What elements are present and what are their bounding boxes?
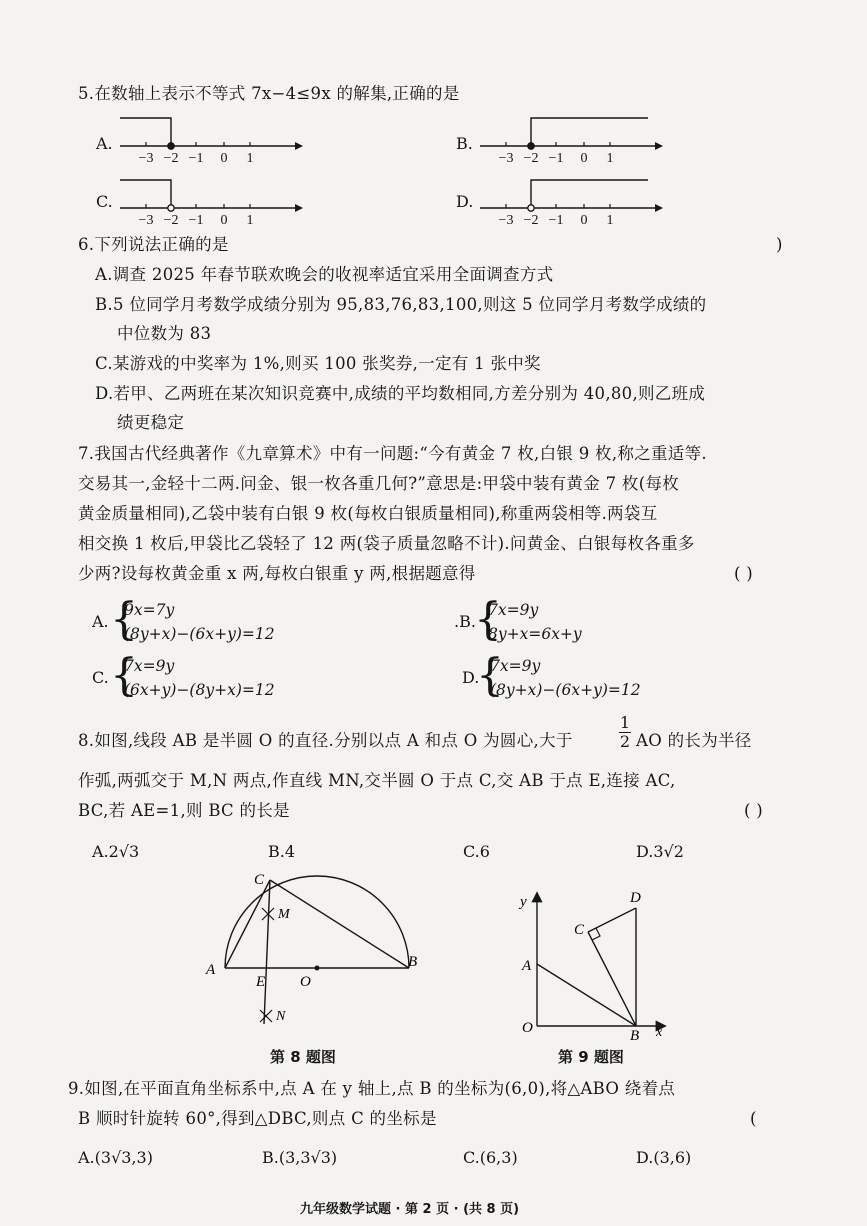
label-o: O (300, 974, 311, 990)
solution-bracket (531, 118, 648, 146)
tick-label: 1 (606, 213, 614, 228)
axis-arrow-icon (655, 204, 663, 212)
solution-bracket (120, 180, 171, 208)
tick-label: −1 (188, 151, 204, 166)
tick-label: 0 (580, 151, 588, 166)
q5-option-c-label: C. (96, 192, 113, 211)
tick-label: −2 (523, 151, 539, 166)
tick-label: 0 (220, 213, 228, 228)
segment-cd (588, 908, 636, 932)
label-y: y (520, 894, 527, 910)
page-footer: 九年级数学试题 · 第 2 页 · (共 8 页) (300, 1202, 520, 1217)
tick-label: −2 (163, 151, 179, 166)
arc-mark-n (260, 1010, 272, 1022)
q7-option-a-label: A. (92, 612, 109, 631)
q5-option-d-label: D. (456, 192, 474, 211)
q8-answer-paren: ( ) (744, 801, 764, 820)
solid-point (528, 143, 534, 149)
axis-arrow-icon (295, 204, 303, 212)
label-e: E (256, 974, 266, 990)
chord-ac (225, 880, 270, 968)
label-c: C (574, 922, 585, 938)
q8-line1-a: 8.如图,线段 AB 是半圆 O 的直径.分别以点 A 和点 O 为圆心,大于 (78, 731, 573, 750)
brace-icon: { (110, 650, 138, 701)
q8-option-c: C.6 (463, 842, 490, 861)
chord-bc (270, 880, 409, 968)
tick-label: 0 (220, 151, 228, 166)
tick-label: −1 (548, 151, 564, 166)
q8-line3: BC,若 AE=1,则 BC 的长是 (78, 801, 290, 820)
label-n: N (276, 1009, 286, 1024)
number-line-d (476, 172, 676, 232)
label-a: A (206, 962, 216, 978)
line-mn (264, 880, 270, 1024)
q8-fraction-denominator: 2 (619, 732, 631, 751)
center-point-o (315, 966, 320, 971)
q7-line3: 黄金质量相同),乙袋中装有白银 9 枚(每枚白银质量相同),称重两袋相等.两袋互 (78, 504, 658, 523)
tick-label: −2 (163, 213, 179, 228)
tick-label: −1 (188, 213, 204, 228)
q6-option-c: C.某游戏的中奖率为 1%,则买 100 张奖券,一定有 1 张中奖 (95, 354, 541, 373)
q7-answer-paren: ( ) (734, 564, 754, 583)
tick-label: −2 (523, 213, 539, 228)
q7-line4: 相交换 1 枚后,甲袋比乙袋轻了 12 两(袋子质量忽略不计).问黄金、白银每枚各重多 (78, 534, 695, 553)
tick-label: −3 (498, 213, 514, 228)
brace-icon: { (474, 594, 502, 645)
tick-label: 1 (606, 151, 614, 166)
number-line-b (476, 110, 676, 170)
q8-fraction-numerator: 1 (619, 713, 631, 732)
q8-figure-caption: 第 8 题图 (270, 1048, 336, 1066)
number-line-a (116, 110, 316, 170)
q7-option-d-eq1: 7x=9y (490, 657, 541, 675)
q9-option-a: A.(3√3,3) (78, 1148, 153, 1167)
q7-option-a-eq2: (8y+x)−(6x+y)=12 (124, 625, 275, 643)
q8-option-a: A.2√3 (92, 842, 140, 861)
label-x: x (656, 1025, 663, 1040)
solid-point (168, 143, 174, 149)
q7-option-c-label: C. (92, 668, 109, 687)
segment-bc (588, 932, 636, 1026)
q7-line1: 7.我国古代经典著作《九章算术》中有一问题:“今有黄金 7 枚,白银 9 枚,称之重适等. (78, 444, 707, 463)
q6-option-a: A.调查 2025 年春节联欢晚会的收视率适宜采用全面调查方式 (95, 265, 554, 284)
q7-option-c-eq1: 7x=9y (124, 657, 175, 675)
q7-option-c-eq2: (6x+y)−(8y+x)=12 (124, 681, 275, 699)
q9-figure (512, 880, 672, 1040)
solution-bracket (120, 118, 171, 146)
q7-option-d-label: D. (462, 668, 480, 687)
label-b: B (630, 1028, 640, 1040)
q6-stem: 6.下列说法正确的是 (78, 235, 229, 254)
hollow-point (528, 205, 534, 211)
q6-option-b-line1: B.5 位同学月考数学成绩分别为 95,83,76,83,100,则这 5 位同学月考数学成绩的 (95, 295, 707, 314)
q9-line2: B 顺时针旋转 60°,得到△DBC,则点 C 的坐标是 (78, 1109, 437, 1128)
q8-line2: 作弧,两弧交于 M,N 两点,作直线 MN,交半圆 O 于点 C,交 AB 于点 E,连接 AC, (78, 771, 676, 790)
q7-option-b-eq2: 8y+x=6x+y (488, 625, 582, 643)
tick-label: −3 (498, 151, 514, 166)
q9-option-b: B.(3,3√3) (262, 1148, 338, 1167)
label-m: M (278, 907, 290, 922)
q5-option-a-label: A. (96, 134, 113, 153)
q8-figure (200, 866, 430, 1036)
label-b: B (408, 954, 418, 970)
q8-fraction (618, 714, 632, 751)
tick-label: 1 (246, 151, 254, 166)
semicircle-arc (225, 876, 409, 968)
solution-bracket (531, 180, 648, 208)
tick-label: −3 (138, 213, 154, 228)
number-line-c (116, 172, 316, 232)
q9-line1: 9.如图,在平面直角坐标系中,点 A 在 y 轴上,点 B 的坐标为(6,0),将△ABO 绕着点 (68, 1079, 676, 1098)
label-d: D (630, 890, 641, 906)
q7-line2: 交易其一,金轻十二两.问金、银一枚各重几何?”意思是:甲袋中装有黄金 7 枚(每枚 (78, 474, 680, 493)
segment-ab (537, 964, 636, 1026)
q6-option-d-line1: D.若甲、乙两班在某次知识竞赛中,成绩的平均数相同,方差分别为 40,80,则乙班成 (95, 384, 706, 403)
q5-option-b-label: B. (456, 134, 473, 153)
q7-option-b-eq1: 7x=9y (488, 601, 539, 619)
q6-option-b-line2: 中位数为 83 (117, 324, 212, 343)
tick-label: −1 (548, 213, 564, 228)
axis-arrow-icon (295, 142, 303, 150)
q6-option-d-line2: 绩更稳定 (117, 413, 185, 432)
label-c: C (254, 872, 265, 888)
brace-icon: { (110, 594, 138, 645)
label-a: A (522, 958, 532, 974)
tick-label: −3 (138, 151, 154, 166)
q7-line5: 少两?设每枚黄金重 x 两,每枚白银重 y 两,根据题意得 (78, 564, 476, 583)
tick-label: 1 (246, 213, 254, 228)
axis-arrow-icon (655, 142, 663, 150)
q8-option-b: B.4 (268, 842, 296, 861)
q8-option-d: D.3√2 (636, 842, 684, 861)
q9-option-d: D.(3,6) (636, 1148, 692, 1167)
q7-option-a-eq1: 9x=7y (124, 601, 175, 619)
q9-figure-caption: 第 9 题图 (558, 1048, 624, 1066)
q5-stem: 5.在数轴上表示不等式 7x−4≤9x 的解集,正确的是 (78, 84, 460, 103)
q6-answer-paren: ) (776, 235, 783, 254)
q8-line1-b: AO 的长为半径 (636, 731, 752, 750)
q7-option-b-label: .B. (454, 612, 476, 631)
hollow-point (168, 205, 174, 211)
label-o: O (522, 1020, 533, 1036)
q9-answer-paren: ( (750, 1109, 757, 1128)
q7-option-d-eq2: (8y+x)−(6x+y)=12 (490, 681, 641, 699)
q9-option-c: C.(6,3) (463, 1148, 518, 1167)
brace-icon: { (476, 650, 504, 701)
tick-label: 0 (580, 213, 588, 228)
